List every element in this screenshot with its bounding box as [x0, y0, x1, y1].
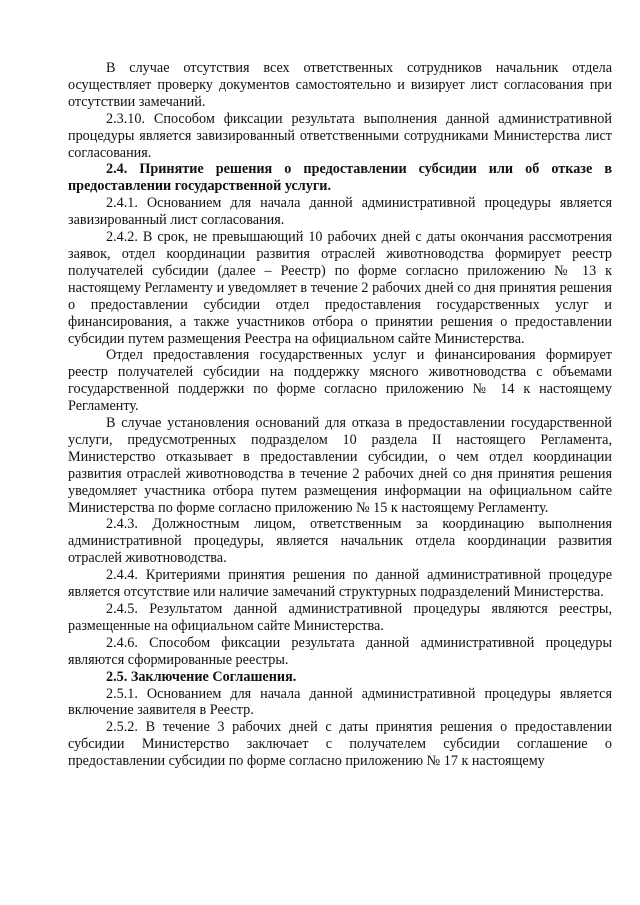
- paragraph-2-4-4: 2.4.4. Критериями принятия решения по данной административной процедуре является отсутствие или наличие замечаний структурных подразделений Министерства.: [68, 567, 612, 601]
- paragraph-absence-of-staff: В случае отсутствия всех ответственных сотрудников начальник отдела осуществляет проверку документов самостоятельно и визирует лист согласования при отсутствии замечаний.: [68, 60, 612, 110]
- paragraph-2-5-1: 2.5.1. Основанием для начала данной административной процедуры является включение заявителя в Реестр.: [68, 685, 612, 719]
- paragraph-refusal-case: В случае установления оснований для отказа в предоставлении государственной услуги, предусмотренных подразделом 10 раздела II настоящего Регламента, Министерство отказывает в предоставлении субсидии, о чем отдел координации развития отраслей животноводства в течение 2 рабочих дней со дня принятия решения уведомляет участника отбора путем размещения информации на официальном сайте Министерства по форме согласно приложению № 15 к настоящему Регламенту.: [68, 415, 612, 516]
- paragraph-2-3-10: 2.3.10. Способом фиксации результата выполнения данной административной процедуры является завизированный ответственными сотрудниками Министерства лист согласования.: [68, 110, 612, 161]
- paragraph-2-4-1: 2.4.1. Основанием для начала данной административной процедуры является завизированный лист согласования.: [68, 195, 612, 229]
- paragraph-2-4-5: 2.4.5. Результатом данной административной процедуры являются реестры, размещенные на официальном сайте Министерства.: [68, 601, 612, 634]
- section-heading-2-4: 2.4. Принятие решения о предоставлении субсидии или об отказе в предоставлении государственной услуги.: [68, 161, 612, 195]
- paragraph-2-4-3: 2.4.3. Должностным лицом, ответственным за координацию выполнения административной процедуры, является начальник отдела координации развития отраслей животноводства.: [68, 516, 612, 567]
- paragraph-2-4-2: 2.4.2. В срок, не превышающий 10 рабочих дней с даты окончания рассмотрения заявок, отдел координации развития отраслей животноводства формирует реестр получателей субсидии (далее – Реестр) по форме согласно приложению № 13 к настоящему Регламенту и уведомляет в течение 2 рабочих дней со дня принятия решения о предоставлении субсидии отдел предоставления государственных услуг и финансирования, а также участников отбора о принятии решения о предоставлении субсидии путем размещения Реестра на официальном сайте Министерства.: [68, 229, 612, 347]
- paragraph-2-5-2: 2.5.2. В течение 3 рабочих дней с даты принятия решения о предоставлении субсидии Министерство заключает с получателем субсидии соглашение о предоставлении субсидии по форме согласно приложению № 17 к настоящему: [68, 719, 612, 770]
- paragraph-2-4-6: 2.4.6. Способом фиксации результата данной административной процедуры являются сформированные реестры.: [68, 634, 612, 668]
- document-page: [68, 60, 612, 770]
- section-heading-2-5: 2.5. Заключение Соглашения.: [106, 668, 297, 685]
- paragraph-registry-formation: Отдел предоставления государственных услуг и финансирования формирует реестр получателей субсидии на поддержку мясного животноводства с объемами государственной поддержки по форме согласно приложению № 14 к настоящему Регламенту.: [68, 347, 612, 415]
